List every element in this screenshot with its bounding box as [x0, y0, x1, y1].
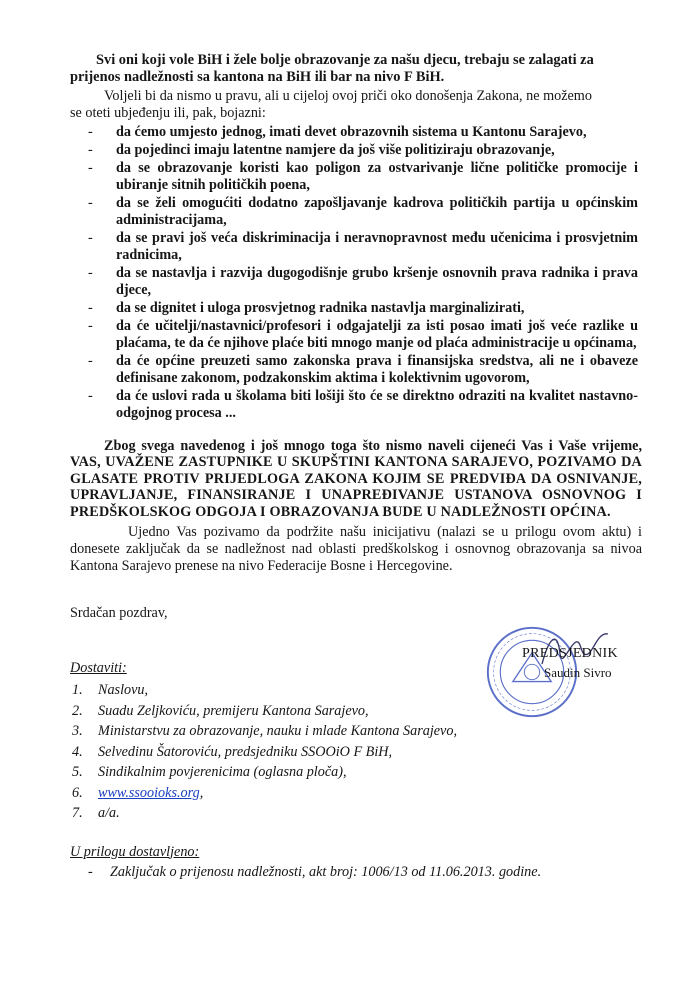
distribution-item: 6. www.ssooioks.org, [72, 784, 204, 801]
signatory-name: Saudin Sivro [544, 665, 612, 680]
website-link[interactable]: www.ssooioks.org [98, 784, 200, 801]
distribution-item: 1. Naslovu, [72, 682, 149, 699]
greeting: Srdačan pozdrav, [70, 605, 168, 622]
fear-item: - da se želi omogućiti dodatno zapošljavanje kadrova političkih partija u općinskim administracijama, [88, 195, 638, 228]
fears-intro-paragraph [70, 88, 642, 122]
fear-item: - da će uslovi rada u školama biti lošiji što će se direktno odraziti na kvalitet nastavno-odgojnog procesa ... [88, 388, 638, 421]
invite-text: Ujedno Vas pozivamo da podržite našu inicijativu (nalazi se u prilogu ovom aktu) i donesete zaključak da se nadležnost nad oblasti predškolskog i osnovnog obrazovanja sa nivoa Kantona Sarajevo prenese na nivo Federacije Bosne i Hercegovine. [70, 524, 642, 575]
fear-item: - da pojedinci imaju latentne namjere da još više politiziraju obrazovanje, [88, 142, 555, 158]
invite-paragraph [70, 524, 642, 575]
fear-item: - da se nastavlja i razvija dugogodišnje grubo kršenje osnovnih prava radnika i prava djece, [88, 265, 638, 298]
intro-paragraph [70, 52, 642, 86]
distribution-item: 5. Sindikalnim povjerenicima (oglasna ploča), [72, 764, 347, 781]
distribution-item: 4. Selvedinu Šatoroviću, predsjedniku SSOOiO F BiH, [72, 743, 393, 760]
fear-item: - da će općine preuzeti samo zakonska prava i finansijska sredstva, ali ne i obaveze definisane zakonom, podzakonskim aktima i kolektivnim ugovorom, [88, 353, 638, 386]
distribution-heading: Dostaviti: [70, 660, 127, 677]
intro-line-2: prijenos nadležnosti sa kantona na BiH ili bar na nivo F BiH. [70, 69, 445, 85]
appeal-paragraph [70, 438, 642, 520]
fears-list [70, 124, 642, 422]
intro-line-1: Svi oni koji vole BiH i žele bolje obrazovanje za našu djecu, trebaju se zalagati za [96, 52, 594, 68]
fears-intro-line-2: se oteti ubjeđenju ili, pak, bojazni: [70, 105, 266, 121]
appeal-lead: Zbog svega navedenog i još mnogo toga što nismo naveli cijeneći Vas i Vaše vrijeme, [104, 438, 642, 454]
fear-item: - da se pravi još veća diskriminacija i neravnopravnost među učenicima i prosvjetnim radnicima, [88, 230, 638, 263]
distribution-item: 3. Ministarstvu za obrazovanje, nauku i mlade Kantona Sarajevo, [72, 723, 457, 740]
appeal-caps: VAS, UVAŽENE ZASTUPNIKE U SKUPŠTINI KANTONA SARAJEVO, POZIVAMO DA GLASATE PROTIV PRIJEDLOGA ZAKONA KOJIM SE PREDVIĐA DA OSNIVANJE, UPRAVLJANJE, FINANSIRANJE I UNAPREĐIVANJE USTANOVA OSNOVNOG I PREDŠKOLSKOG ODGOJA I OBRAZOVANJA BUDE U NADLEŽNOSTI OPĆINA. [70, 454, 642, 520]
fears-intro-line-1: Voljeli bi da nismo u pravu, ali u cijeloj ovoj priči oko donošenja Zakona, ne možemo [104, 88, 592, 104]
signatory-title: PREDSJEDNIK [522, 646, 618, 661]
enclosure-block [70, 844, 642, 881]
distribution-item: 2. Suadu Zeljkoviću, premijeru Kantona Sarajevo, [72, 702, 369, 719]
enclosure-heading: U prilogu dostavljeno: [70, 843, 200, 860]
enclosure-item: - Zaključak o prijenosu nadležnosti, akt broj: 1006/13 od 11.06.2013. godine. [88, 863, 542, 880]
fear-item: - da ćemo umjesto jednog, imati devet obrazovnih sistema u Kantonu Sarajevo, [88, 124, 587, 140]
distribution-item: 7. a/a. [72, 805, 120, 822]
fear-item: - da će učitelji/nastavnici/profesori i odgajatelji za isti posao imati još veće razlike u plaćama, te da će njihove plaće biti mnogo manje od plaća administracije u općinama, [88, 318, 638, 351]
signature-block [440, 624, 620, 714]
fear-item: - da se dignitet i uloga prosvjetnog radnika nastavlja marginalizirati, [88, 300, 525, 316]
fear-item: - da se obrazovanje koristi kao poligon za ostvarivanje lične političke promocije i ubiranje sitnih političkih poena, [88, 160, 638, 193]
